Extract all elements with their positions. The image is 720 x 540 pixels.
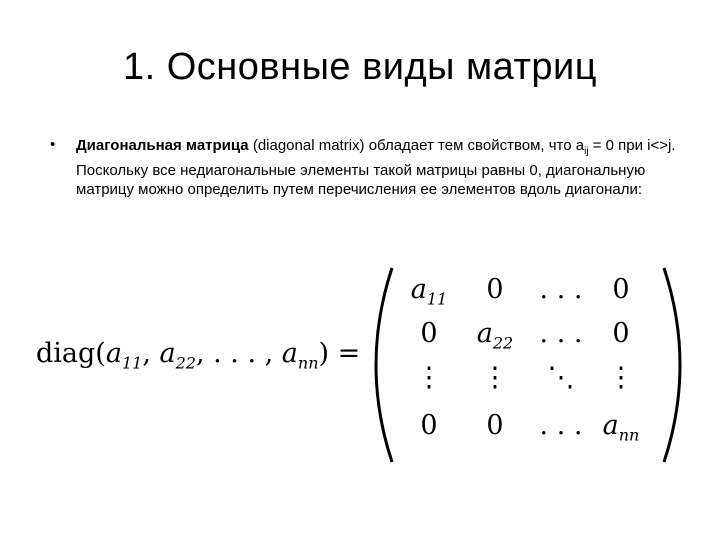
lhs-a11: a — [105, 338, 122, 369]
cell-2-3: . . . — [539, 318, 583, 349]
cell-2-2-sub: 22 — [492, 333, 514, 353]
cell-1-4: 0 — [612, 274, 630, 305]
slide-title: 1. Основные виды матриц — [122, 46, 597, 88]
lhs-a22: a — [159, 338, 176, 369]
lhs-sub22: 22 — [175, 353, 196, 373]
cell-2-4: 0 — [612, 318, 630, 349]
cell-4-1: 0 — [420, 410, 438, 441]
bullet-subscript: ij — [584, 146, 589, 157]
lhs-comma-2: , — [195, 338, 214, 369]
cell-4-4-a: a — [602, 410, 619, 441]
cell-2-1: 0 — [420, 318, 438, 349]
cell-4-3: . . . — [539, 410, 583, 441]
cell-1-2: 0 — [486, 274, 504, 305]
lhs-comma-3: , — [264, 338, 282, 369]
lhs-close-eq: ) = — [318, 338, 361, 369]
cell-1-1-sub: 11 — [426, 289, 448, 309]
bullet-text — [76, 136, 686, 199]
cell-4-4 — [586, 410, 656, 444]
cell-3-2: ⋮ — [481, 362, 509, 393]
lhs-ann: a — [281, 338, 298, 369]
lhs-dots: . . . — [213, 338, 265, 369]
cell-4-2: 0 — [486, 410, 504, 441]
formula-diag-prefix: diag( — [36, 338, 106, 369]
cell-3-4: ⋮ — [607, 362, 635, 393]
right-paren — [664, 268, 680, 462]
diag-formula — [0, 250, 720, 480]
cell-3-1: ⋮ — [415, 362, 443, 393]
bullet-term: Диагональная матрица — [76, 137, 249, 154]
cell-1-1 — [394, 274, 464, 308]
cell-3-3: ⋱ — [547, 362, 575, 393]
lhs-comma-1: , — [142, 338, 160, 369]
cell-1-1-a: a — [410, 274, 427, 305]
left-paren — [376, 268, 392, 462]
lhs-subnn: nn — [297, 353, 319, 373]
bullet-marker: • — [50, 136, 56, 153]
bullet-body-1: (diagonal matrix) обладает тем свойством, что a — [248, 137, 585, 154]
cell-4-4-sub: nn — [618, 425, 640, 445]
lhs-sub11: 11 — [121, 353, 143, 373]
bullet-body-2: = 0 при i<>j. Поскольку все недиагональные элементы такой матрицы равны 0, диагональную матрицу можно определить путем перечисления ее элементов вдоль диагонали: — [76, 137, 676, 198]
cell-2-2-a: a — [476, 318, 493, 349]
cell-2-2 — [460, 318, 530, 352]
cell-1-3: . . . — [539, 274, 583, 305]
